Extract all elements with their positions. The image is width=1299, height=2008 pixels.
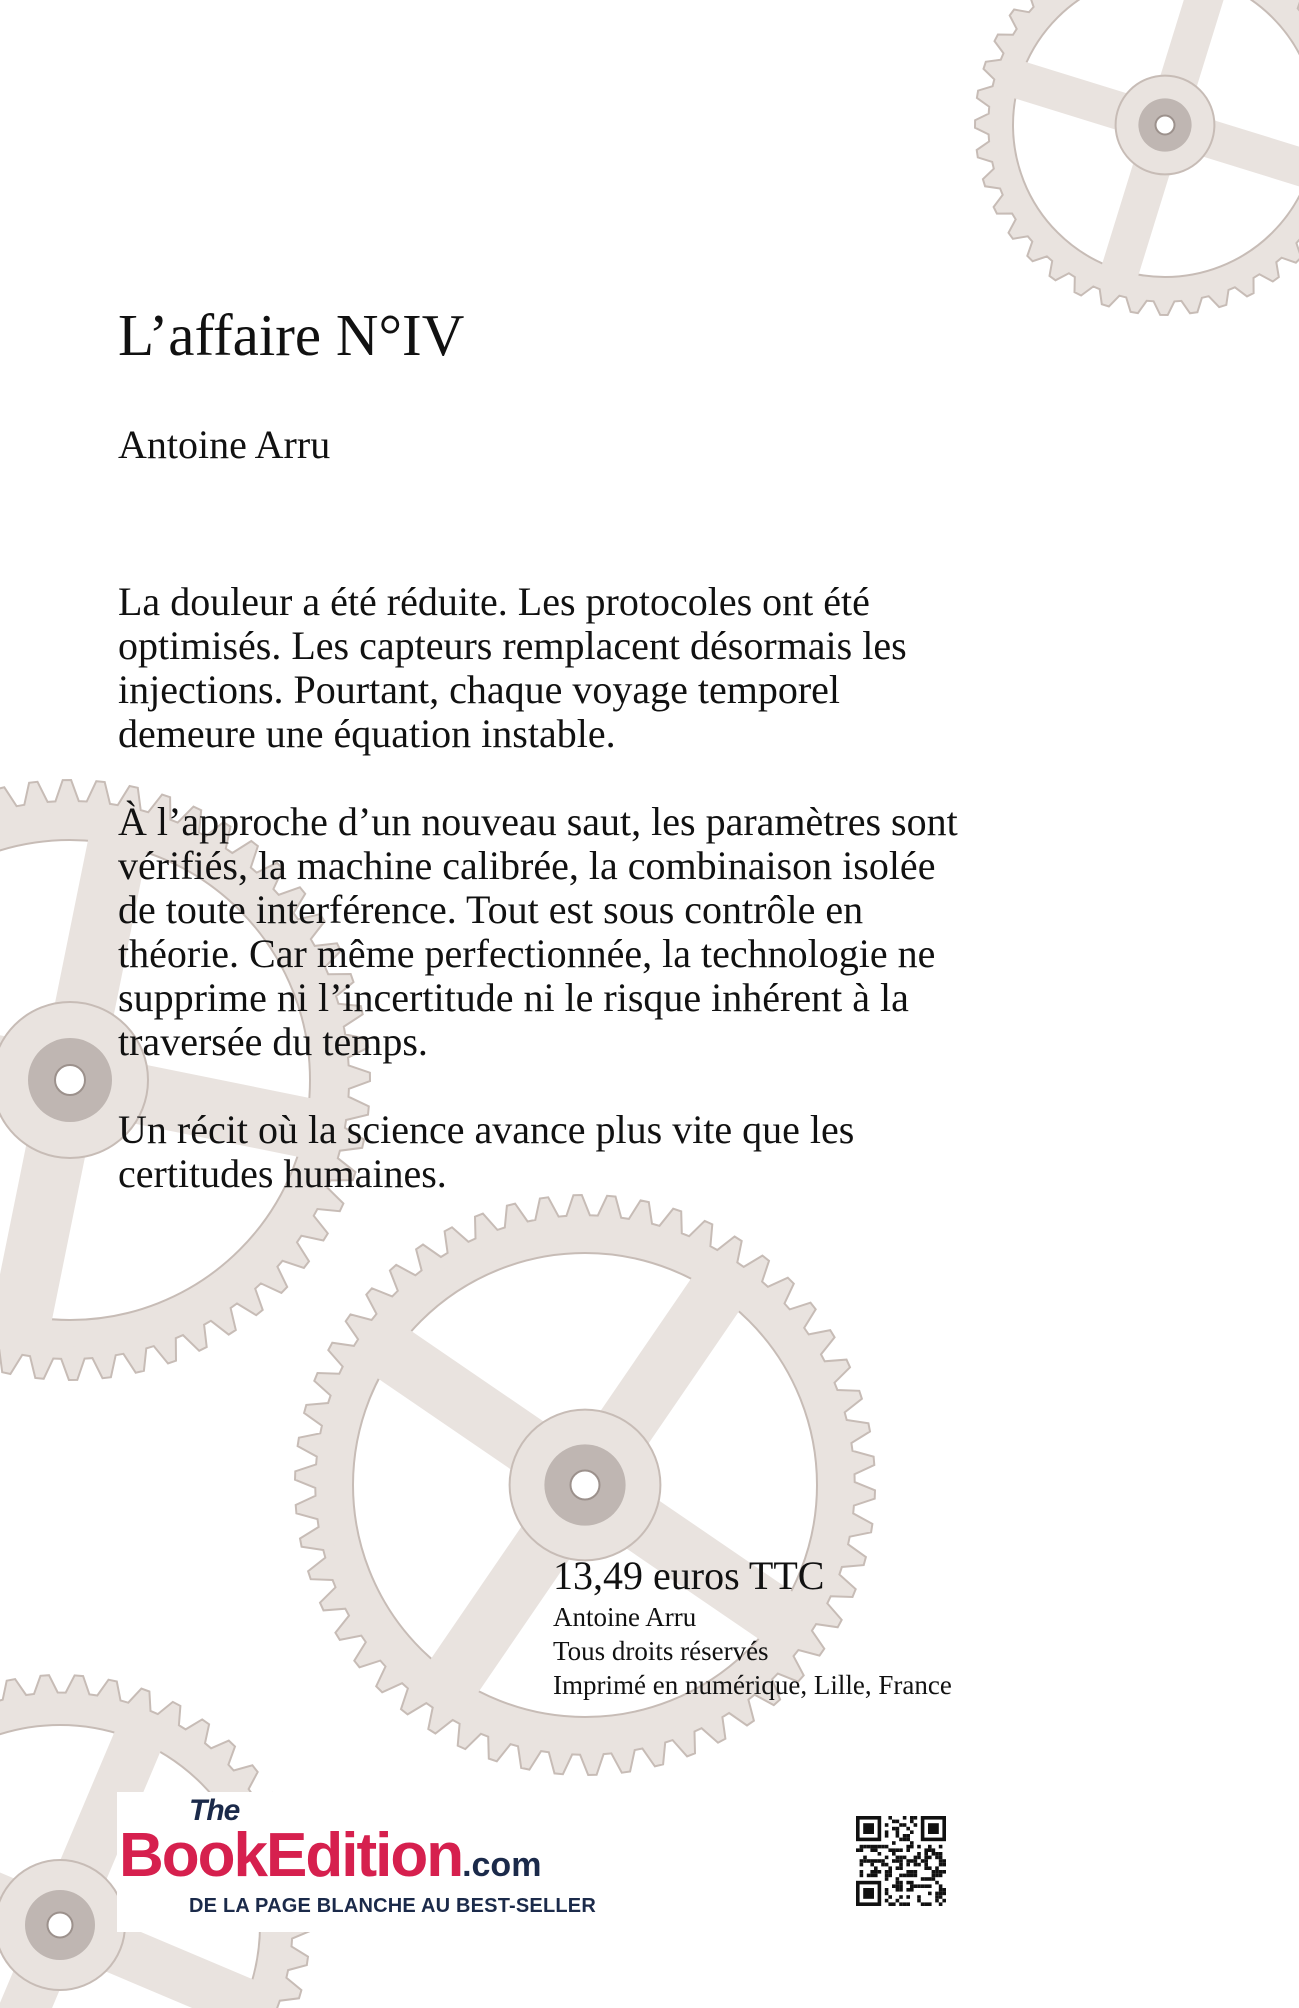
colophon-rights: Tous droits réservés <box>553 1636 769 1666</box>
price: 13,49 euros TTC <box>553 1553 825 1598</box>
price-block <box>553 1552 952 1702</box>
blurb-paragraph: La douleur a été réduite. Les protocoles ont été optimisés. Les capteurs remplacent désormais les injections. Pourtant, chaque voyage temporel demeure une équation instable. <box>118 579 907 756</box>
colophon-author: Antoine Arru <box>553 1602 697 1632</box>
gear-icon <box>975 0 1299 315</box>
logo-tagline: DE LA PAGE BLANCHE AU BEST-SELLER <box>189 1895 596 1917</box>
publisher-logo <box>117 1792 702 1932</box>
back-cover-blurb <box>118 580 978 1240</box>
book-author: Antoine Arru <box>118 422 331 467</box>
logo-name: BookEdition <box>119 1821 463 1890</box>
colophon-printed: Imprimé en numérique, Lille, France <box>553 1670 952 1700</box>
logo-wordmark <box>119 1820 541 1891</box>
book-title: L’affaire N°IV <box>118 302 465 368</box>
logo-domain: .com <box>462 1846 542 1884</box>
blurb-paragraph: Un récit où la science avance plus vite que les certitudes humaines. <box>118 1107 855 1196</box>
logo-the: The <box>189 1794 240 1827</box>
qr-code-icon <box>856 1816 946 1906</box>
blurb-paragraph: À l’approche d’un nouveau saut, les paramètres sont vérifiés, la machine calibrée, la combinaison isolée de toute interférence. Tout est sous contrôle en théorie. Car même perfectionnée, la technologie ne supprime ni l’incertitude ni le risque inhérent à la traversée du temps. <box>118 799 958 1064</box>
